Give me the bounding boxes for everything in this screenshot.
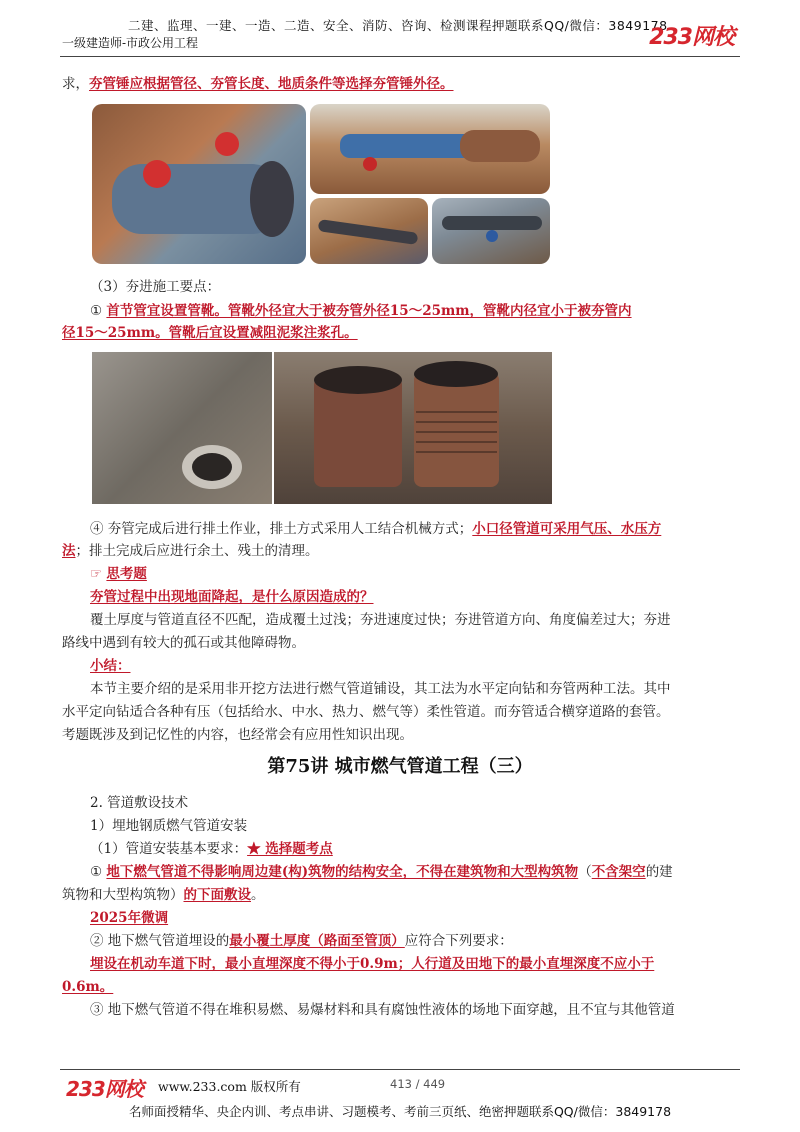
highlight-text: 地下燃气管道不得影响周边建(构)筑物的结构安全，不得在建筑物和大型构筑物 — [106, 864, 579, 880]
highlight-text: 小结： — [90, 658, 131, 674]
text: 应符合下列要求： — [404, 933, 513, 949]
paragraph-continued — [62, 884, 740, 906]
text: 筑物和大型构筑物） — [62, 887, 184, 903]
highlight-text: 0.6m。 — [62, 979, 114, 995]
highlight-text: 夯管锤应根据管径、夯管长度、地质条件等选择夯管锤外径。 — [89, 76, 454, 92]
text: （1）管道安装基本要求： — [90, 841, 248, 857]
header-subtitle: 一级建造师-市政公用工程 — [62, 36, 199, 50]
photo-pipe-site-3 — [432, 198, 550, 264]
think-label: 思考题 — [106, 566, 147, 582]
paragraph — [90, 861, 768, 883]
subheading — [90, 838, 768, 860]
highlight-text: 2025年微调 — [90, 910, 169, 926]
pipe-site-illustration — [310, 104, 550, 194]
pipe-illustration — [92, 104, 306, 264]
update-note — [90, 907, 768, 929]
highlight-text: 夯管过程中出现地面降起，是什么原因造成的？ — [90, 589, 374, 605]
text: ；排土完成后应进行余土、残土的清理。 — [75, 543, 319, 559]
highlight-text: 首节管宜设置管靴。管靴外径宜大于被夯管外径15～25mm，管靴内径宜小于被夯管内 — [106, 303, 632, 319]
pointing-hand-icon: ☞ — [90, 566, 103, 582]
text: 。 — [251, 887, 265, 903]
paragraph — [90, 300, 768, 322]
photo-pipe-site-overview — [310, 104, 550, 194]
text: 的建 — [645, 864, 673, 880]
summary-label — [90, 655, 768, 677]
summary-text: 考题既涉及到记忆性的内容，也经常会有应用性知识出现。 — [62, 727, 413, 743]
think-answer-continued: 路线中遇到有较大的孤石或其他障碍物。 — [62, 635, 305, 651]
list-heading: （3）夯进施工要点： — [90, 279, 221, 295]
highlight-text: 的下面敷设 — [183, 887, 251, 903]
section-title: 第75讲 城市燃气管道工程（三） — [267, 756, 533, 777]
header-contact-text: 二建、监理、一建、一造、二造、安全、消防、咨询、检测课程押题联系QQ/微信：3849178 — [128, 18, 668, 33]
text: （ — [578, 864, 592, 880]
text: ① — [90, 303, 107, 319]
think-answer: 覆土厚度与管道直径不匹配，造成覆土过浅；夯进速度过快；夯进管道方向、角度偏差过大；夯进 — [90, 612, 671, 628]
highlight-text: 径15～25mm。管靴后宜设置减阻泥浆注浆孔。 — [62, 325, 358, 341]
footer-divider — [60, 1069, 740, 1070]
paragraph — [62, 73, 740, 95]
photo-pipe-shoe-closeup — [92, 352, 272, 504]
paragraph — [90, 930, 768, 952]
text: ④ 夯管完成后进行排土作业，排土方式采用人工结合机械方式； — [90, 521, 473, 537]
paragraph-continued — [62, 540, 740, 562]
subheading: 1）埋地钢质燃气管道安装 — [90, 818, 248, 834]
highlight-text: 最小覆土厚度（路面至管顶） — [229, 933, 405, 949]
paragraph-continued — [62, 976, 740, 998]
header-divider — [60, 56, 740, 57]
photo-pipe-ramming-workers — [92, 104, 306, 264]
pipe-site-2-illustration — [310, 198, 428, 264]
summary-text: 水平定向钻适合各种有压（包括给水、中水、热力、燃气等）柔性管道。而夯管适合横穿道路的套管。 — [62, 704, 670, 720]
text: ② 地下燃气管道埋设的 — [90, 933, 230, 949]
page-number: 413 / 449 — [390, 1077, 446, 1091]
subheading: 2. 管道敷设技术 — [90, 795, 189, 811]
star-tag: ★ 选择题考点 — [247, 841, 333, 857]
think-question — [90, 586, 768, 608]
photo-pipe-site-2 — [310, 198, 428, 264]
brand-logo[interactable]: 233网校 — [649, 25, 734, 50]
pipe-shoes-illustration — [274, 352, 552, 504]
paragraph — [90, 518, 768, 540]
paragraph: ③ 地下燃气管道不得在堆积易燃、易爆材料和具有腐蚀性液体的场地下面穿越，且不宜与其他管道 — [90, 1002, 675, 1018]
footer-logo[interactable]: 233网校 — [66, 1077, 143, 1101]
highlight-text: 小口径管道可采用气压、水压方 — [472, 521, 662, 537]
pipe-site-3-illustration — [432, 198, 550, 264]
think-heading — [90, 563, 768, 585]
pipe-shoe-illustration — [92, 352, 272, 504]
text: 求， — [62, 76, 89, 92]
footer-site[interactable]: www.233.com 版权所有 — [158, 1079, 301, 1094]
highlight-text: 埋设在机动车道下时，最小直埋深度不得小于0.9m；人行道及田地下的最小直埋深度不应小于 — [90, 956, 655, 972]
photo-pipe-shoes — [274, 352, 552, 504]
summary-text: 本节主要介绍的是采用非开挖方法进行燃气管道铺设，其工法为水平定向钻和夯管两种工法。其中 — [90, 681, 671, 697]
footer-contact-text: 名师面授精华、央企内训、考点串讲、习题模考、考前三页纸、绝密押题联系QQ/微信：3849178 — [128, 1104, 672, 1119]
highlight-text: 法 — [62, 543, 76, 559]
paragraph-continued — [62, 322, 740, 344]
highlight-text: 不含架空 — [591, 864, 646, 880]
text: ① — [90, 864, 107, 880]
paragraph — [90, 953, 768, 975]
